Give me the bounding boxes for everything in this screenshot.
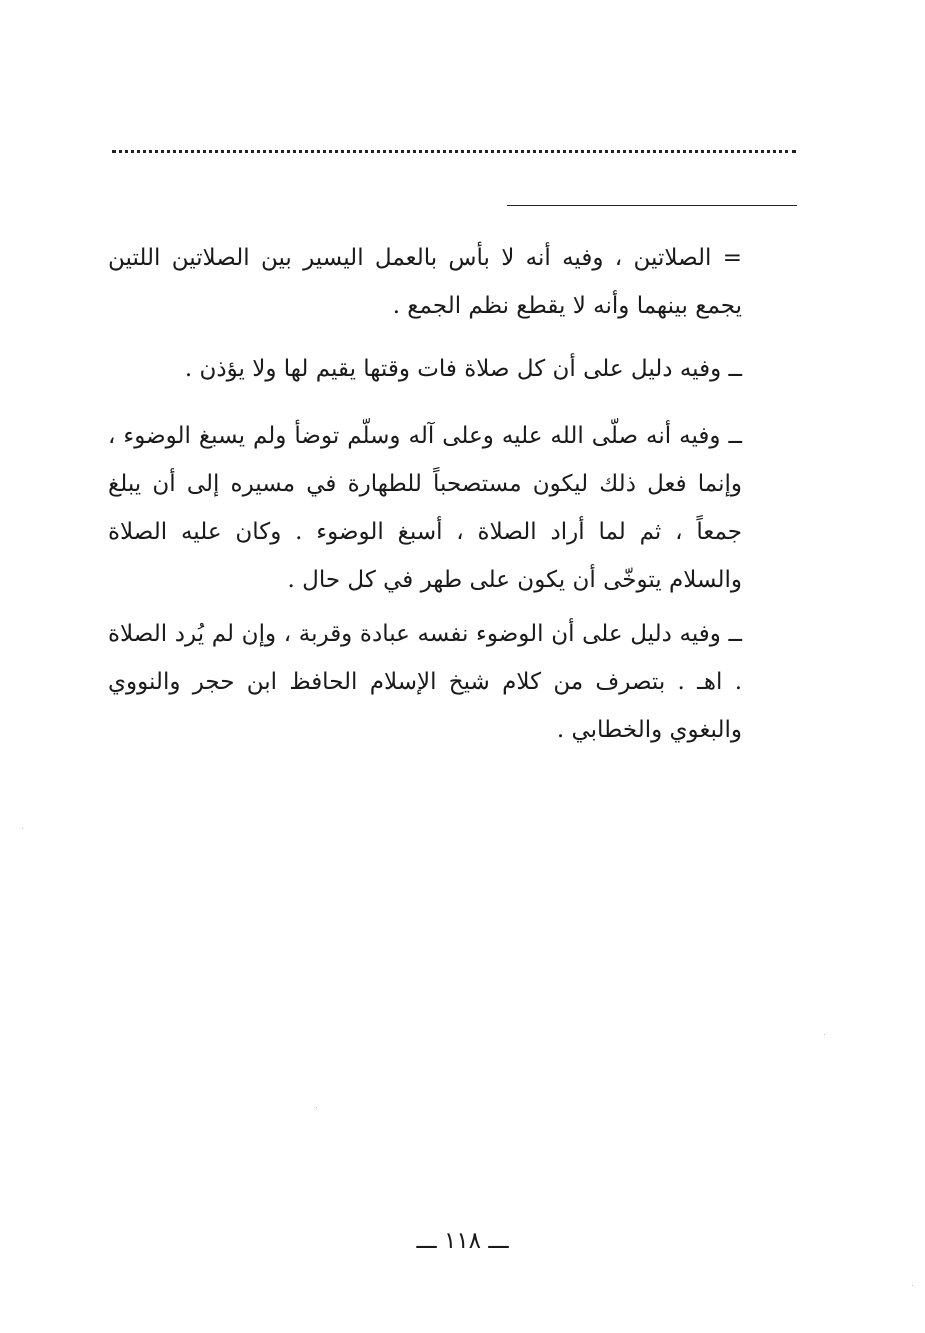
footnote-paragraph: ــ وفيه دليل على أن كل صلاة فات وقتها يقيم لها ولا يؤذن . (184, 356, 742, 382)
scan-speck (912, 1285, 913, 1286)
dotted-separator (112, 150, 796, 153)
footnote-paragraph: ــ وفيه دليل على أن الوضوء نفسه عبادة وقربة ، وإن لم يُرد الصلاة . اهـ . بتصرف من كلام شيخ الإسلام الحافظ ابن حجر والنووي والبغوي والخطابي . (108, 621, 742, 743)
scan-speck (824, 1034, 825, 1035)
scan-speck (316, 1107, 317, 1108)
footnote-rule (507, 205, 797, 206)
footnote-paragraph: ــ وفيه أنه صلّى الله عليه وعلى آله وسلّم توضأ ولم يسبغ الوضوء ، وإنما فعل ذلك ليكون مستصحباً للطهارة في مسيره إلى أن يبلغ جمعاً ، ثم لما أراد الصلاة ، أسبغ الوضوء . وكان عليه الصلاة والسلام يتوخّى أن يكون على طهر في كل حال . (108, 423, 742, 593)
page-number: ـــ ١١٨ ـــ (416, 1228, 509, 1254)
scan-speck (22, 828, 23, 829)
footnote-paragraph: = الصلاتين ، وفيه أنه لا بأس بالعمل اليسير بين الصلاتين اللتين يجمع بينهما وأنه لا يقطع نظم الجمع . (108, 245, 742, 319)
